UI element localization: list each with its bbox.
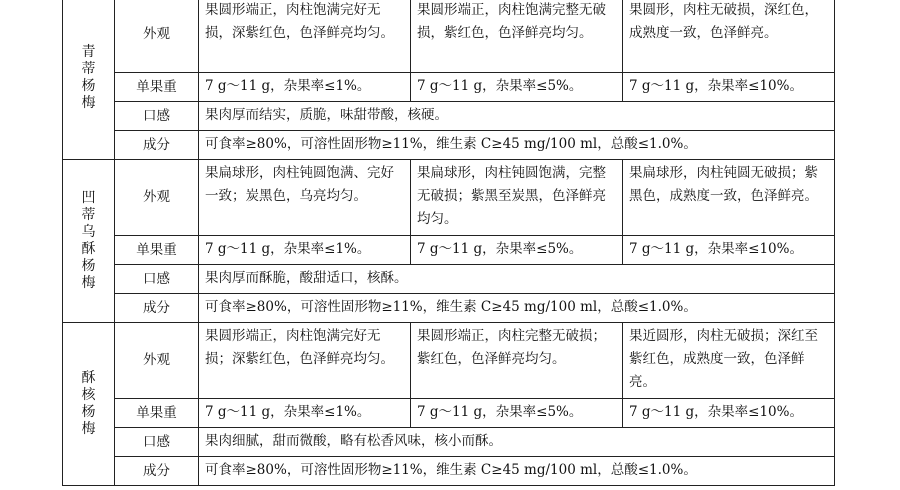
- attr-label-composition: 成分: [115, 457, 199, 486]
- table-row-weight: [63, 236, 835, 265]
- attr-label-appearance: 外观: [115, 160, 199, 236]
- appearance-grade-1: 果圆形端正，肉柱饱满完好无损，深紫红色，色泽鲜亮均匀。: [199, 0, 411, 73]
- attr-label-composition: 成分: [115, 131, 199, 160]
- variety-name: 凹蒂乌酥杨梅: [81, 190, 96, 291]
- table-row-composition: [63, 131, 835, 160]
- table-row-appearance: [63, 0, 835, 73]
- attr-label-weight: 单果重: [115, 236, 199, 265]
- bayberry-grade-table: [62, 0, 835, 486]
- appearance-grade-2: 果圆形端正，肉柱饱满完整无破损，紫红色，色泽鲜亮均匀。: [411, 0, 623, 73]
- composition-cell: 可食率≥80%，可溶性固形物≥11%，维生素 C≥45 mg/100 ml，总酸≤1.0%。: [199, 131, 835, 160]
- table-row-composition: [63, 294, 835, 323]
- appearance-grade-3: 果近圆形，肉柱无破损；深红至紫红色，成熟度一致，色泽鲜亮。: [623, 323, 835, 399]
- composition-cell: 可食率≥80%，可溶性固形物≥11%，维生素 C≥45 mg/100 ml，总酸≤1.0%。: [199, 294, 835, 323]
- weight-grade-1: 7 g～11 g，杂果率≤1%。: [199, 73, 411, 102]
- table-row-weight: [63, 73, 835, 102]
- appearance-grade-3: 果圆形，肉柱无破损，深红色，成熟度一致，色泽鲜亮。: [623, 0, 835, 73]
- appearance-grade-1: 果扁球形，肉柱钝圆饱满、完好一致；炭黑色，乌亮均匀。: [199, 160, 411, 236]
- table-row-weight: [63, 399, 835, 428]
- variety-name-cell: [63, 323, 115, 486]
- weight-grade-1: 7 g～11 g，杂果率≤1%。: [199, 236, 411, 265]
- variety-name: 青蒂杨梅: [81, 44, 96, 111]
- variety-name-cell: [63, 160, 115, 323]
- attr-label-appearance: 外观: [115, 0, 199, 73]
- appearance-grade-1: 果圆形端正，肉柱饱满完好无损；深紫红色，色泽鲜亮均匀。: [199, 323, 411, 399]
- table-row-composition: [63, 457, 835, 486]
- attr-label-taste: 口感: [115, 102, 199, 131]
- table-row-taste: [63, 102, 835, 131]
- attr-label-taste: 口感: [115, 428, 199, 457]
- appearance-grade-3: 果扁球形，肉柱钝圆无破损；紫黑色，成熟度一致，色泽鲜亮。: [623, 160, 835, 236]
- attr-label-appearance: 外观: [115, 323, 199, 399]
- attr-label-taste: 口感: [115, 265, 199, 294]
- appearance-grade-2: 果圆形端正，肉柱完整无破损；紫红色，色泽鲜亮均匀。: [411, 323, 623, 399]
- weight-grade-3: 7 g～11 g，杂果率≤10%。: [623, 399, 835, 428]
- taste-cell: 果肉厚而酥脆，酸甜适口，核酥。: [199, 265, 835, 294]
- variety-name: 酥核杨梅: [81, 370, 96, 437]
- table-row-appearance: [63, 323, 835, 399]
- weight-grade-2: 7 g～11 g，杂果率≤5%。: [411, 399, 623, 428]
- weight-grade-1: 7 g～11 g，杂果率≤1%。: [199, 399, 411, 428]
- weight-grade-3: 7 g～11 g，杂果率≤10%。: [623, 236, 835, 265]
- appearance-grade-2: 果扁球形，肉柱钝圆饱满，完整无破损；紫黑至炭黑，色泽鲜亮均匀。: [411, 160, 623, 236]
- table-row-taste: [63, 428, 835, 457]
- attr-label-weight: 单果重: [115, 399, 199, 428]
- attr-label-weight: 单果重: [115, 73, 199, 102]
- table-row-appearance: [63, 160, 835, 236]
- weight-grade-3: 7 g～11 g，杂果率≤10%。: [623, 73, 835, 102]
- taste-cell: 果肉细腻，甜而微酸，略有松香风味，核小而酥。: [199, 428, 835, 457]
- attr-label-composition: 成分: [115, 294, 199, 323]
- composition-cell: 可食率≥80%，可溶性固形物≥11%，维生素 C≥45 mg/100 ml，总酸≤1.0%。: [199, 457, 835, 486]
- variety-name-cell: [63, 0, 115, 160]
- weight-grade-2: 7 g～11 g，杂果率≤5%。: [411, 236, 623, 265]
- weight-grade-2: 7 g～11 g，杂果率≤5%。: [411, 73, 623, 102]
- table-row-taste: [63, 265, 835, 294]
- taste-cell: 果肉厚而结实，质脆，味甜带酸，核硬。: [199, 102, 835, 131]
